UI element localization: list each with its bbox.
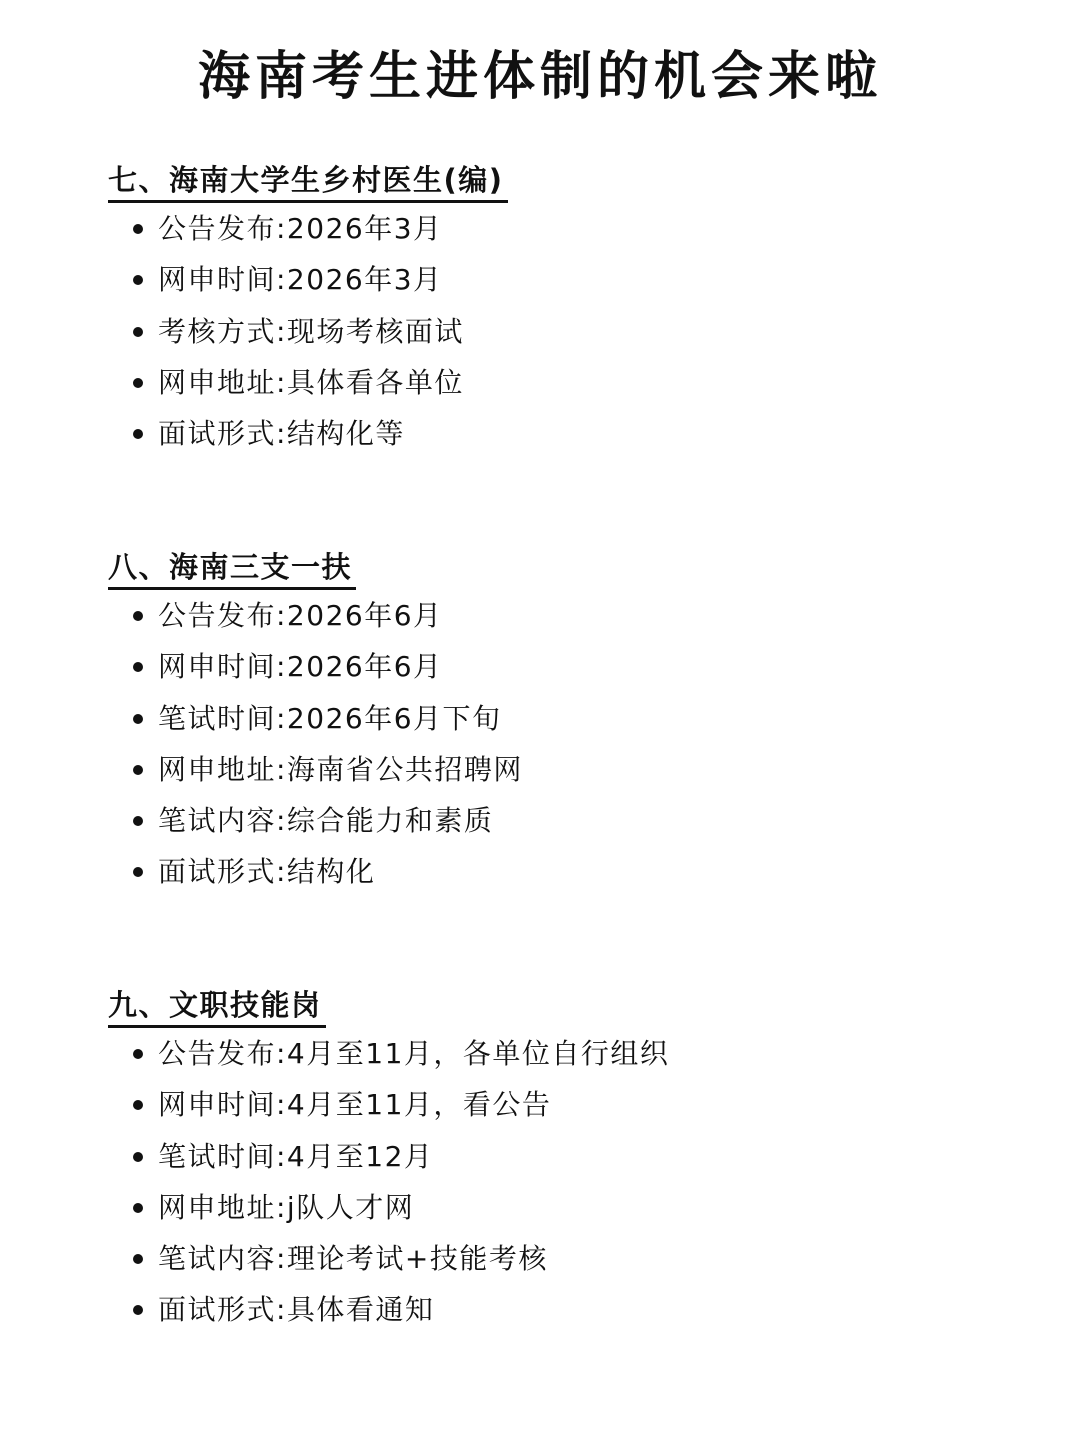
section-civilian-skills <box>108 985 1008 1336</box>
list-item <box>108 203 1008 254</box>
section-three-supports <box>108 547 1008 898</box>
list-item <box>108 357 1008 408</box>
list-item <box>108 693 1008 744</box>
list-item-text: 笔试时间:2026年6月下旬 <box>158 701 502 735</box>
list-item-text: 考核方式:现场考核面试 <box>158 314 464 348</box>
list-item-text: 网申时间:2026年3月 <box>158 263 443 297</box>
list-item <box>108 408 1008 459</box>
section-item-list <box>108 1028 1008 1336</box>
list-item-text: 面试形式:结构化等 <box>158 417 405 451</box>
list-item-text: 网申时间:2026年6月 <box>158 650 443 684</box>
list-item <box>108 1028 1008 1079</box>
list-item-text: 网申地址:海南省公共招聘网 <box>158 752 523 786</box>
list-item <box>108 1182 1008 1233</box>
list-item-text: 网申地址:j队人才网 <box>158 1190 415 1224</box>
list-item-text: 笔试内容:理论考试+技能考核 <box>158 1242 548 1276</box>
page-title: 海南考生进体制的机会来啦 <box>197 47 882 107</box>
list-item-text: 面试形式:结构化 <box>158 855 376 889</box>
list-item <box>108 590 1008 641</box>
list-item <box>108 1131 1008 1182</box>
list-item-text: 网申地址:具体看各单位 <box>158 365 464 399</box>
bullet-icon <box>133 867 143 877</box>
bullet-icon <box>133 765 143 775</box>
bullet-icon <box>133 1254 143 1264</box>
list-item-text: 公告发布:2026年6月 <box>158 599 443 632</box>
list-item <box>108 846 1008 897</box>
bullet-icon <box>133 327 143 337</box>
list-item-text: 笔试内容:综合能力和素质 <box>158 804 494 838</box>
list-item-text: 公告发布:4月至11月，各单位自行组织 <box>158 1037 670 1070</box>
list-item-text: 网申时间:4月至11月，看公告 <box>158 1088 552 1122</box>
list-item <box>108 254 1008 305</box>
section-rural-doctor <box>108 160 1008 459</box>
bullet-icon <box>133 816 143 826</box>
list-item <box>108 1284 1008 1335</box>
bullet-icon <box>133 429 143 439</box>
bullet-icon <box>133 275 143 285</box>
bullet-icon <box>133 1049 143 1059</box>
list-item <box>108 1233 1008 1284</box>
bullet-icon <box>133 1203 143 1213</box>
list-item-text: 面试形式:具体看通知 <box>158 1293 435 1327</box>
list-item <box>108 795 1008 846</box>
bullet-icon <box>133 1100 143 1110</box>
section-item-list <box>108 590 1008 898</box>
list-item-text: 公告发布:2026年3月 <box>158 212 443 245</box>
bullet-icon <box>133 378 143 388</box>
bullet-icon <box>133 1305 143 1315</box>
section-item-list <box>108 203 1008 459</box>
list-item <box>108 1079 1008 1130</box>
list-item <box>108 641 1008 692</box>
bullet-icon <box>133 224 143 234</box>
list-item <box>108 744 1008 795</box>
section-heading: 七、海南大学生乡村医生(编) <box>108 160 508 203</box>
section-heading: 九、文职技能岗 <box>108 985 326 1028</box>
bullet-icon <box>133 662 143 672</box>
list-item <box>108 306 1008 357</box>
bullet-icon <box>133 1152 143 1162</box>
list-item-text: 笔试时间:4月至12月 <box>158 1139 434 1173</box>
bullet-icon <box>133 714 143 724</box>
bullet-icon <box>133 611 143 621</box>
section-heading: 八、海南三支一扶 <box>108 547 356 590</box>
